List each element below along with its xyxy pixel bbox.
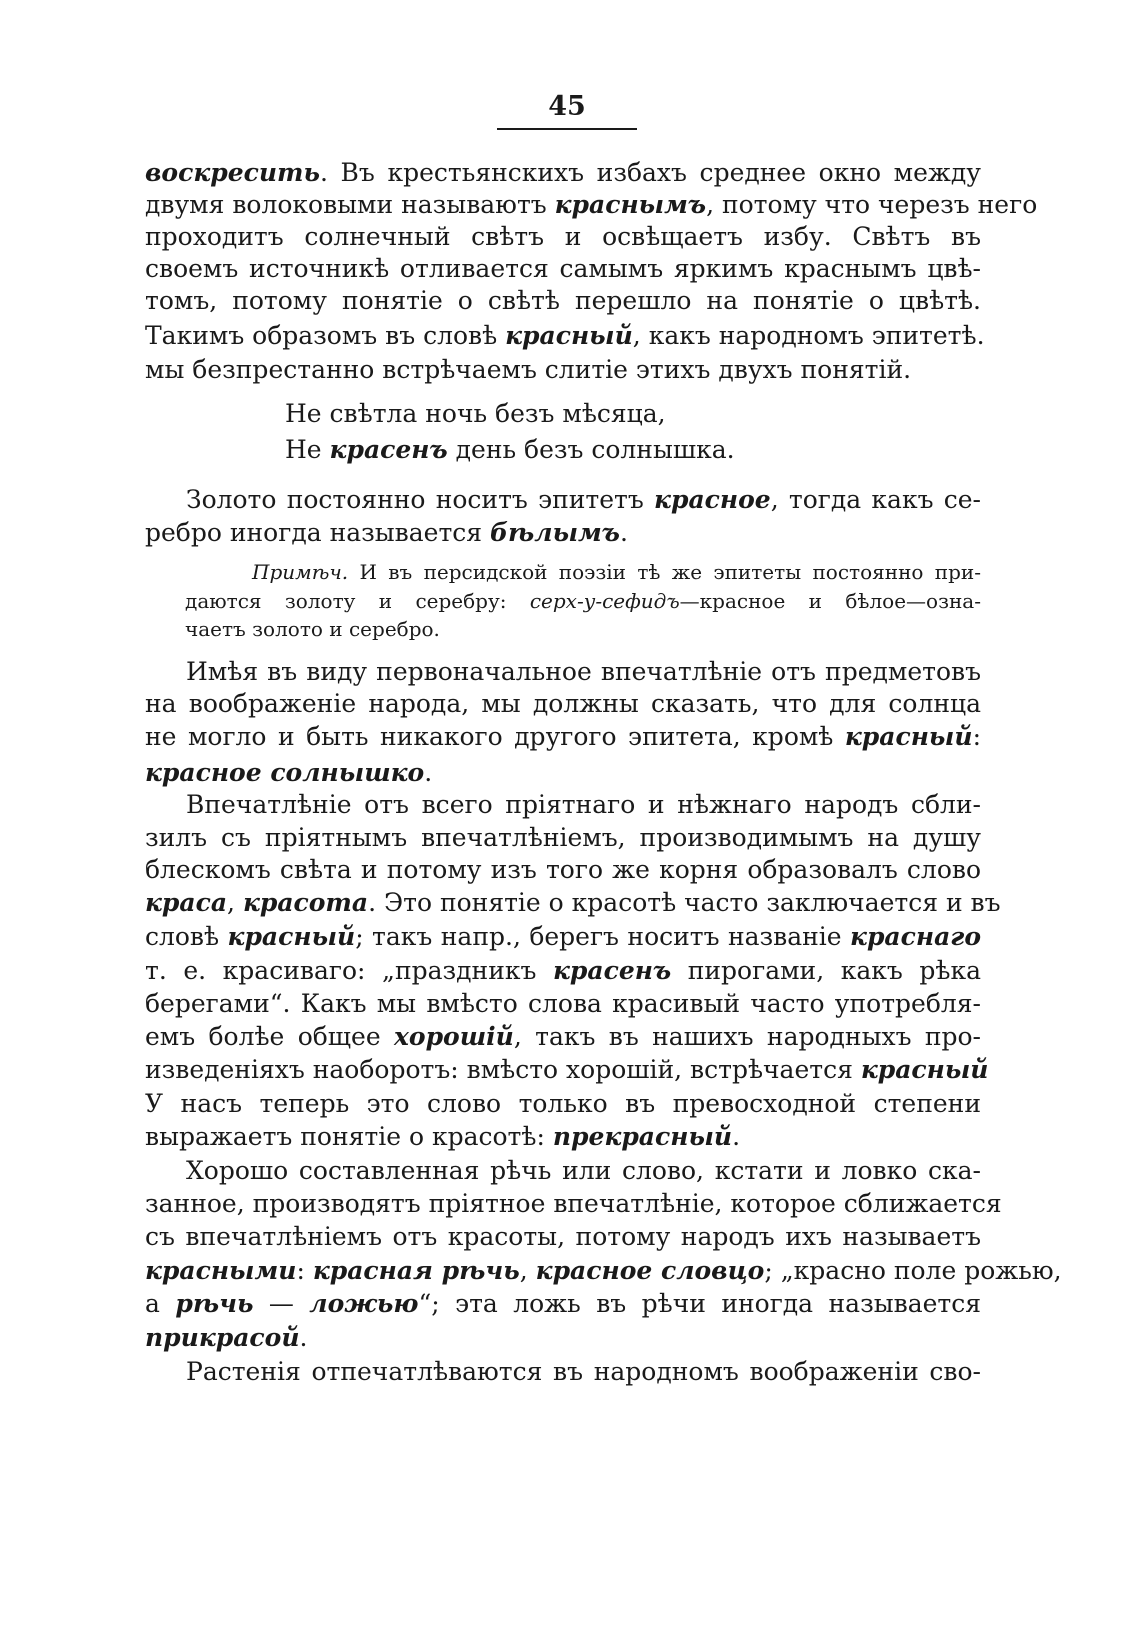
- text-line: проходитъ солнечный свѣтъ и освѣщаетъ избу. Свѣтъ въ: [145, 222, 981, 251]
- verse-line: Не свѣтла ночь безъ мѣсяца,: [285, 399, 666, 428]
- italic-word: красное словцо: [535, 1256, 765, 1285]
- text-line: словѣ красный; такъ напр., берегъ носитъ названіе краснаго: [145, 922, 982, 951]
- text-line: ребро иногда называется бѣлымъ.: [145, 518, 628, 547]
- italic-word: Примѣч.: [252, 560, 349, 584]
- text-line: прикрасой.: [145, 1323, 308, 1352]
- text-line: а рѣчь — ложью“; эта ложь въ рѣчи иногда называется: [145, 1289, 981, 1318]
- italic-word: красное: [654, 485, 771, 514]
- italic-word: красный: [860, 1055, 989, 1084]
- text-line: емъ болѣе общее хорошій, такъ въ нашихъ народныхъ про-: [145, 1022, 982, 1051]
- text-line: Имѣя въ виду первоначальное впечатлѣніе отъ предметовъ: [186, 657, 981, 686]
- italic-word: краснымъ: [554, 190, 707, 219]
- text-line: двумя волоковыми называютъ краснымъ, потому что черезъ него: [145, 190, 1038, 219]
- italic-word: красная рѣчь: [312, 1256, 520, 1285]
- italic-word: красный: [844, 722, 973, 751]
- footnote-line: даются золоту и серебру: серх-у-сефидъ—красное и бѣлое—озна-: [185, 589, 981, 613]
- text-line: красное солнышко.: [145, 758, 433, 787]
- text-line: т. е. красиваго: „праздникъ красенъ пирогами, какъ рѣка: [145, 956, 981, 985]
- italic-word: красный: [505, 321, 633, 350]
- text-line: Такимъ образомъ въ словѣ красный, какъ народномъ эпитетѣ.: [145, 321, 985, 350]
- footnote-line: Примѣч. И въ персидской поэзіи тѣ же эпитеты постоянно при-: [252, 560, 981, 584]
- italic-word: красенъ: [553, 956, 672, 985]
- verse-line: Не красенъ день безъ солнышка.: [285, 435, 735, 464]
- text-line: съ впечатлѣніемъ отъ красоты, потому народъ ихъ называетъ: [145, 1222, 981, 1251]
- italic-word: серх-у-сефидъ: [529, 589, 680, 613]
- text-line: своемъ источникѣ отливается самымъ яркимъ краснымъ цвѣ-: [145, 254, 981, 283]
- text-line: зилъ съ пріятнымъ впечатлѣніемъ, производимымъ на душу: [145, 823, 981, 852]
- text-line: красными: красная рѣчь, красное словцо; „красно поле рожью,: [145, 1256, 1062, 1285]
- italic-word: красенъ: [329, 435, 448, 464]
- text-line: берегами“. Какъ мы вмѣсто слова красивый часто употребля-: [145, 989, 981, 1018]
- italic-word: рѣчь: [175, 1289, 254, 1318]
- text-line: Золото постоянно носитъ эпитетъ красное, тогда какъ се-: [186, 485, 982, 514]
- text-line: блескомъ свѣта и потому изъ того же корня образовалъ слово: [145, 855, 981, 884]
- italic-word: ложью: [309, 1289, 419, 1318]
- header-rule: [497, 128, 637, 130]
- footnote-line: чаетъ золото и серебро.: [185, 617, 440, 641]
- text-line: мы безпрестанно встрѣчаемъ слитіе этихъ двухъ понятій.: [145, 355, 912, 384]
- text-line: занное, производятъ пріятное впечатлѣніе, которое сближается: [145, 1189, 1002, 1218]
- italic-word: красными: [145, 1256, 297, 1285]
- italic-word: хорошій: [393, 1022, 514, 1051]
- italic-word: бѣлымъ: [490, 518, 620, 547]
- text-line: выражаетъ понятіе о красотѣ: прекрасный.: [145, 1122, 741, 1151]
- italic-word: краса: [145, 888, 228, 917]
- text-line: не могло и быть никакого другого эпитета, кромѣ красный:: [145, 722, 981, 751]
- text-line: Впечатлѣніе отъ всего пріятнаго и нѣжнаго народъ сбли-: [186, 790, 981, 819]
- italic-word: воскресить: [145, 158, 320, 187]
- text-line: Хорошо составленная рѣчь или слово, кстати и ловко ска-: [186, 1156, 981, 1185]
- italic-word: прикрасой: [145, 1323, 300, 1352]
- italic-word: красный: [227, 922, 356, 951]
- italic-word: прекрасный: [552, 1122, 733, 1151]
- text-line: томъ, потому понятіе о свѣтѣ перешло на понятіе о цвѣтѣ.: [145, 286, 981, 315]
- text-line: изведеніяхъ наоборотъ: вмѣсто хорошій, встрѣчается красный: [145, 1055, 989, 1084]
- text-line: Растенія отпечатлѣваются въ народномъ воображеніи сво-: [186, 1357, 981, 1386]
- italic-word: краснаго: [850, 922, 982, 951]
- text-line: У насъ теперь это слово только въ превосходной степени: [145, 1089, 981, 1118]
- text-line: воскресить. Въ крестьянскихъ избахъ среднее окно между: [145, 158, 981, 187]
- text-line: краса, красота. Это понятіе о красотѣ часто заключается и въ: [145, 888, 1001, 917]
- italic-word: красное солнышко: [145, 758, 425, 787]
- italic-word: красота: [242, 888, 369, 917]
- page-number: 45: [548, 91, 586, 122]
- text-line: на воображеніе народа, мы должны сказать, что для солнца: [145, 689, 981, 718]
